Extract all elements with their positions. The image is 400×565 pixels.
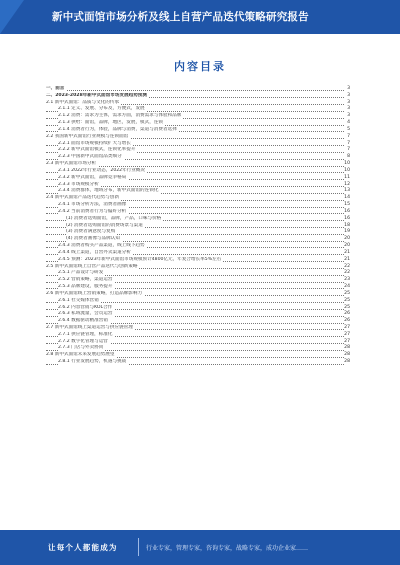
toc-entry-page: 7 — [344, 147, 350, 154]
toc-entry[interactable] — [46, 86, 350, 93]
table-of-contents — [46, 86, 350, 366]
toc-entry-page: 27 — [344, 331, 350, 337]
toc-entry-label: 2.5.3 品牌建设，服务提升 — [58, 284, 113, 290]
toc-entry[interactable] — [46, 243, 350, 250]
toc-entry[interactable] — [46, 250, 350, 257]
toc-entry-page: 26 — [344, 318, 350, 324]
toc-entry-label: (1) 消费者选购面馆，品牌，产品，口味与价格 — [66, 215, 162, 221]
toc-entry-label: 2.6.3 私域流量，会员运营 — [58, 311, 113, 317]
report-title: 新中式面馆市场分析及线上自营产品迭代策略研究报告 — [52, 11, 309, 23]
toc-entry[interactable] — [46, 284, 350, 291]
toc-entry-page: 21 — [344, 249, 350, 255]
toc-entry-label: 2.5.1 产品设计与研发 — [58, 270, 104, 276]
toc-entry[interactable] — [46, 100, 350, 107]
toc-entry-page: 8 — [344, 154, 350, 161]
toc-entry[interactable] — [46, 182, 350, 189]
toc-leader-dots — [46, 90, 344, 91]
footer-tagline: 行业专家，管理专家，咨询专家，战略专家，成功企业家…… — [146, 545, 309, 552]
toc-entry-page: 7 — [344, 134, 350, 141]
toc-entry-page: 14 — [344, 195, 350, 201]
toc-entry-page: 23 — [344, 277, 350, 283]
toc-entry[interactable] — [46, 352, 350, 359]
toc-entry-page: 15 — [344, 202, 350, 208]
toc-entry[interactable] — [46, 229, 350, 236]
toc-entry[interactable] — [46, 257, 350, 264]
toc-entry-label: 2.2.1 面馆市场规模持续扩大与增长 — [58, 140, 131, 146]
toc-entry[interactable] — [46, 277, 350, 284]
toc-entry-page: 11 — [344, 174, 350, 180]
toc-entry[interactable] — [46, 291, 350, 298]
toc-entry-page: 10 — [344, 167, 350, 173]
toc-entry-label: 2.3.2 新中式面馆，品牌竞争格局 — [58, 174, 127, 180]
footer-slogan: 让每个人都能成为 — [48, 543, 118, 552]
toc-entry-label: 2.6.4 数据驱动精准营销 — [58, 318, 108, 324]
toc-entry-page: 27 — [344, 338, 350, 344]
toc-entry-page: 5 — [344, 127, 350, 134]
toc-entry-label: 2.1 新中式面馆：品质与文化的传承 — [46, 99, 120, 105]
toc-entry[interactable] — [46, 188, 350, 195]
toc-entry-page: 28 — [344, 359, 350, 365]
toc-entry[interactable] — [46, 209, 350, 216]
toc-entry[interactable] — [46, 154, 350, 161]
toc-entry[interactable] — [46, 345, 350, 352]
toc-entry-page: 22 — [344, 270, 350, 276]
toc-entry[interactable] — [46, 195, 350, 202]
toc-entry-page: 21 — [344, 256, 350, 262]
toc-entry-label: 2.4.3 消费者购买产品渠道，线上线下趋势 — [58, 243, 145, 249]
toc-entry-label: 2.2.3 中国新中式面馆品类细分 — [58, 154, 122, 160]
toc-page-title: 内容目录 — [174, 60, 226, 73]
toc-entry-label: 2.8.1 行业发展趋势，机遇与挑战 — [58, 359, 127, 365]
report-footer — [0, 530, 400, 565]
toc-entry-label: 2.5 新中式面馆线上自营产品迭代与创新策略 — [46, 263, 138, 269]
toc-entry[interactable] — [46, 134, 350, 141]
header-accent-shape — [0, 0, 24, 34]
toc-entry-label: 2.2 我国新中式面馆行业规模与连锁面馆 — [46, 133, 129, 139]
toc-entry-page: 25 — [344, 297, 350, 303]
toc-entry-page: 19 — [344, 229, 350, 235]
toc-entry-label: 2.1.4 消费者行为，体验，品牌与消费，渠道与消费者选择 — [58, 126, 177, 132]
toc-entry[interactable] — [46, 264, 350, 271]
toc-entry[interactable] — [46, 359, 350, 366]
toc-entry-label: (4) 消费者画像与品牌认知 — [66, 236, 120, 242]
toc-entry[interactable] — [46, 175, 350, 182]
toc-entry-label: 2.8 新中式面馆未来发展趋势展望 — [46, 352, 115, 358]
toc-entry-label: 2.7.1 供应链管理，标准化 — [58, 331, 113, 337]
toc-entry-page: 28 — [344, 352, 350, 358]
toc-entry-page: 7 — [344, 141, 350, 148]
toc-entry-page: 26 — [344, 311, 350, 317]
toc-entry-label: 一、前言 — [46, 86, 65, 91]
toc-entry[interactable] — [46, 236, 350, 243]
toc-entry-page: 25 — [344, 290, 350, 296]
toc-entry-page: 24 — [344, 284, 350, 290]
toc-entry-label: 2.1.1 定义、发展、分布及，方便式，发展 — [58, 106, 145, 112]
toc-entry-page: 3 — [344, 100, 350, 107]
toc-entry-page: 3 — [344, 93, 350, 100]
toc-entry-label: 2.3.4 消费群体，地域分布，新中式面馆的连锁化 — [58, 188, 159, 194]
toc-entry-label: 2.2.2 新中式面馆模式，连锁化率提升 — [58, 147, 136, 153]
toc-entry-label: 2.7.3 门店与外卖协同 — [58, 345, 104, 351]
toc-entry[interactable] — [46, 325, 350, 332]
toc-entry-label: (3) 消费者满意度与复购 — [66, 229, 116, 235]
toc-entry-page: 20 — [344, 236, 350, 242]
toc-entry-label: 2.1.2 消费：需求为主体，需求方面，消费需求与体验和品牌 — [58, 113, 182, 119]
toc-entry[interactable] — [46, 332, 350, 339]
toc-entry[interactable] — [46, 106, 350, 113]
toc-entry-label: 2.6.1 社交媒体营销 — [58, 297, 99, 303]
toc-entry[interactable] — [46, 93, 350, 100]
toc-entry-label: 2.4.1 市场分析方法，消费者画像 — [58, 202, 127, 208]
toc-entry-label: 2.1.3 供给：面馆，品牌，地区，发展，模式，连锁 — [58, 120, 164, 126]
toc-entry-page: 28 — [344, 345, 350, 351]
toc-entry-label: 2.3 新中式面馆市场分析 — [46, 161, 97, 167]
toc-entry-label: 2.6.2 内容营销与KOL合作 — [58, 304, 113, 310]
toc-entry[interactable] — [46, 127, 350, 134]
toc-entry-page: 13 — [344, 188, 350, 194]
toc-entry[interactable] — [46, 311, 350, 318]
toc-entry-page: 12 — [344, 181, 350, 187]
toc-entry[interactable] — [46, 141, 350, 148]
toc-entry-page: 16 — [344, 208, 350, 214]
toc-entry-page: 27 — [344, 324, 350, 330]
toc-entry-label: 二、2023-2028年新中式面馆市场发展趋势预测 — [46, 92, 147, 98]
toc-entry-label: 2.5.2 营销策略，渠道运营 — [58, 277, 113, 283]
toc-entry-page: 22 — [344, 263, 350, 269]
toc-entry-page: 10 — [344, 161, 350, 167]
toc-entry[interactable] — [46, 318, 350, 325]
toc-entry-label: (2) 消费者选购面馆的消费场景与渠道 — [66, 222, 143, 228]
toc-entry[interactable] — [46, 223, 350, 230]
toc-entry-label: 2.6 新中式面馆线上营销策略，打造品牌影响力 — [46, 290, 143, 296]
toc-entry[interactable] — [46, 147, 350, 154]
toc-entry-label: 2.4.5 预测：2023年新中式面馆市场规模预计4800亿元，年复合增长率5%左右 — [58, 256, 222, 262]
toc-entry-label: 2.7 新中式面馆线上渠道运营与供应链管理 — [46, 324, 133, 330]
toc-entry[interactable] — [46, 216, 350, 223]
toc-entry[interactable] — [46, 339, 350, 346]
footer-divider — [138, 538, 139, 556]
toc-entry[interactable] — [46, 161, 350, 168]
toc-entry-page: 16 — [344, 215, 350, 221]
toc-entry[interactable] — [46, 270, 350, 277]
toc-entry[interactable] — [46, 120, 350, 127]
toc-entry-page: 4 — [344, 120, 350, 127]
toc-entry[interactable] — [46, 202, 350, 209]
toc-entry-page: 25 — [344, 304, 350, 310]
toc-entry-label: 2.4.2 当前消费者行为与偏好分析 — [58, 208, 127, 214]
toc-entry-page: 3 — [344, 113, 350, 120]
toc-entry-page: 3 — [344, 106, 350, 113]
toc-entry[interactable] — [46, 113, 350, 120]
toc-entry-page: 18 — [344, 222, 350, 228]
toc-entry[interactable] — [46, 305, 350, 312]
toc-entry-label: 2.7.2 数字化管理与运营 — [58, 338, 108, 344]
toc-entry[interactable] — [46, 298, 350, 305]
toc-entry-label: 2.4 新中式面馆产品迭代趋势与创新 — [46, 195, 120, 201]
toc-entry-page: 3 — [344, 86, 350, 93]
toc-entry[interactable] — [46, 168, 350, 175]
toc-entry-label: 2.3.3 市场规模分析 — [58, 181, 99, 187]
report-header — [0, 0, 400, 34]
toc-entry-page: 20 — [344, 243, 350, 249]
toc-entry-label: 2.4.4 线上渠道，自营外卖渠道分析 — [58, 249, 131, 255]
toc-entry-label: 2.3.1 2022年行业动态，2022年行业概况 — [58, 167, 146, 173]
